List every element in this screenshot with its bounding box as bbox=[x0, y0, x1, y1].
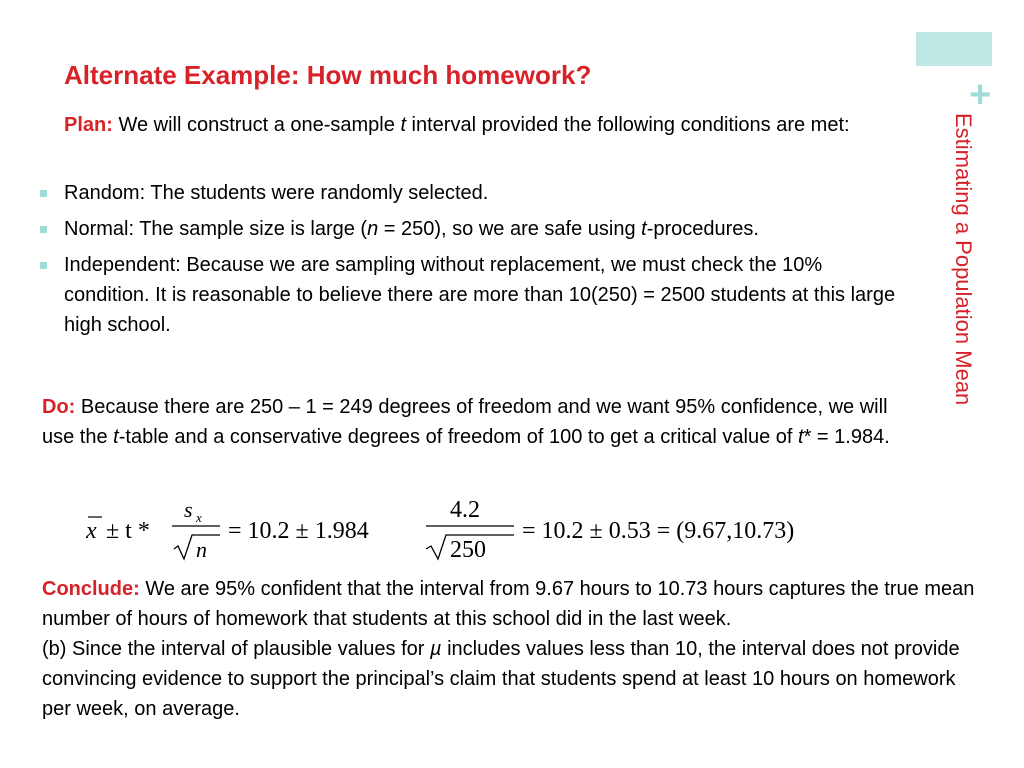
plan-paragraph bbox=[64, 110, 884, 140]
slide-title: Alternate Example: How much homework? bbox=[64, 60, 592, 90]
conclude-text-3: includes values less than 10, the interval does not provide convincing evidence to support the principal’s claim that students spend at least 10 hours on homework per week, on average. bbox=[42, 638, 960, 720]
conclude-paragraph bbox=[42, 574, 982, 724]
plus-icon: + bbox=[969, 74, 992, 116]
do-t: t bbox=[113, 426, 119, 448]
condition-normal-t: t bbox=[641, 218, 647, 240]
formula-eq-1: = 10.2 ± 1.984 bbox=[228, 518, 369, 544]
do-text-3: * = 1.984. bbox=[803, 426, 890, 448]
do-text-2: -table and a conservative degrees of freedom of 100 to get a critical value of bbox=[118, 426, 799, 448]
condition-normal-mid: = 250), so we are safe using bbox=[378, 218, 642, 240]
do-tstar: t bbox=[798, 426, 804, 448]
formula-numerator: 4.2 bbox=[450, 497, 480, 523]
conclude-mu: µ bbox=[429, 638, 442, 660]
plan-label: Plan: bbox=[64, 114, 113, 136]
decorative-teal-block bbox=[916, 32, 992, 66]
do-paragraph bbox=[42, 392, 917, 452]
condition-random: Random: The students were randomly selected. bbox=[64, 182, 489, 204]
formula-sx-sub: x bbox=[196, 510, 202, 525]
do-label: Do: bbox=[42, 396, 76, 418]
confidence-interval-formula bbox=[86, 493, 916, 563]
conclude-label: Conclude: bbox=[42, 578, 140, 600]
conclude-text-1: We are 95% confident that the interval from 9.67 hours to 10.73 hours captures the true mean number of hours of homework that students at this school did in the last week. bbox=[42, 578, 975, 630]
formula-svg bbox=[86, 493, 916, 563]
plan-text-2: interval provided the following conditions are met: bbox=[406, 114, 850, 136]
plan-text-1: We will construct a one-sample bbox=[112, 114, 401, 136]
bullet-square-icon bbox=[40, 190, 47, 197]
bullet-square-icon bbox=[40, 262, 47, 269]
conditions-list bbox=[40, 178, 910, 346]
list-item bbox=[40, 214, 910, 244]
list-item bbox=[40, 250, 910, 340]
condition-normal-n: n bbox=[367, 218, 379, 240]
condition-normal-post: -procedures. bbox=[646, 218, 759, 240]
condition-normal-pre: Normal: The sample size is large ( bbox=[64, 218, 368, 240]
conclude-text-2: (b) Since the interval of plausible values for bbox=[42, 638, 430, 660]
condition-independent: Independent: Because we are sampling without replacement, we must check the 10% condition. It is reasonable to believe there are more than 10(250) = 2500 students at this large high school. bbox=[64, 254, 896, 336]
list-item bbox=[40, 178, 910, 208]
formula-xbar: x bbox=[86, 518, 97, 544]
formula-eq-2: = 10.2 ± 0.53 = (9.67,10.73) bbox=[522, 518, 795, 544]
plan-t: t bbox=[400, 114, 406, 136]
do-text-1: Because there are 250 – 1 = 249 degrees of freedom and we want 95% confidence, we will use the bbox=[42, 396, 888, 448]
formula-n: n bbox=[196, 537, 207, 562]
side-title: Estimating a Population Mean bbox=[951, 113, 976, 406]
formula-pm-tstar: ± t * bbox=[106, 518, 150, 544]
formula-denominator: 250 bbox=[450, 537, 486, 563]
formula-sx: s bbox=[184, 497, 193, 522]
bullet-square-icon bbox=[40, 226, 47, 233]
